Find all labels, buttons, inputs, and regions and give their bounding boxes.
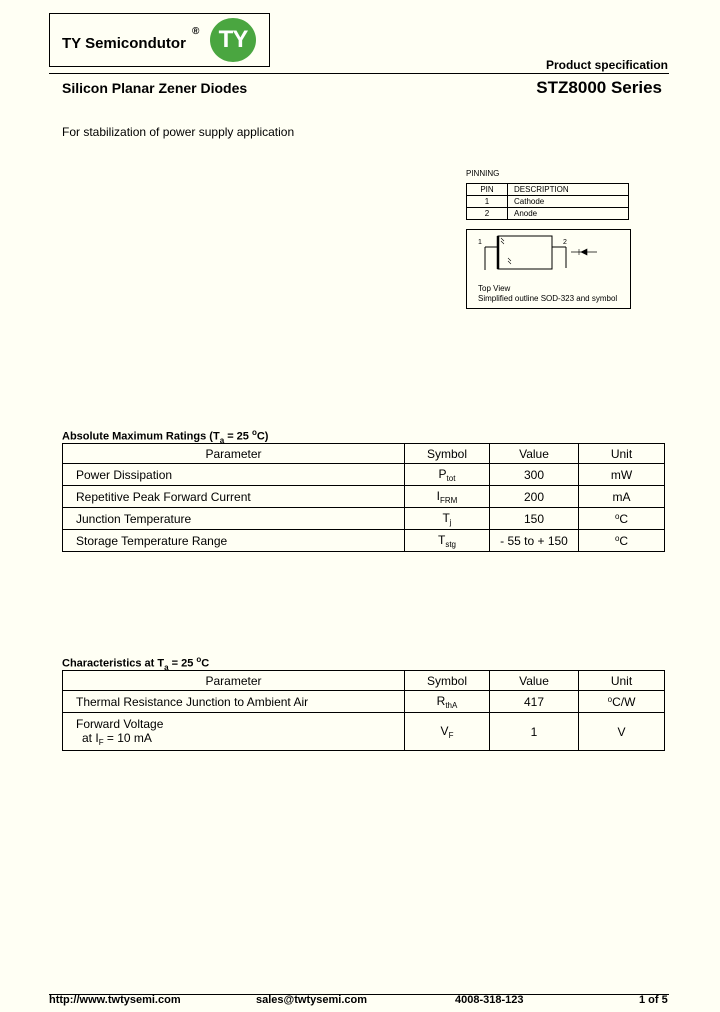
table-row xyxy=(63,464,665,486)
pin-description: Cathode xyxy=(508,196,629,208)
symbol-cell: $V_F$ xyxy=(405,713,490,751)
unit-cell: $^o$C xyxy=(579,508,665,530)
package-caption-outline: Simplified outline SOD-323 and symbol xyxy=(478,294,618,303)
abs-max-title: Absolute Maximum Ratings ($T_a = 25$ $^o$C) xyxy=(62,428,269,445)
parameter-cell: Forward Voltage at $I_F = 10$ mA xyxy=(63,713,405,751)
value-cell: 200 xyxy=(490,486,579,508)
parameter-header: Parameter xyxy=(63,444,405,464)
parameter-cell: Junction Temperature xyxy=(63,508,405,530)
unit-cell: V xyxy=(579,713,665,751)
pinning-title: PINNING xyxy=(466,169,500,178)
application-text: For stabilization of power supply application xyxy=(62,125,295,139)
pin-header: PIN xyxy=(467,184,508,196)
symbol-cell: $R_{thA}$ xyxy=(405,691,490,713)
pin-number: 1 xyxy=(467,196,508,208)
pinning-table xyxy=(466,183,629,220)
value-cell: 300 xyxy=(490,464,579,486)
value-cell: 417 xyxy=(490,691,579,713)
table-header-row xyxy=(63,671,665,691)
symbol-cell: $T_j$ xyxy=(405,508,490,530)
parameter-cell: Power Dissipation xyxy=(63,464,405,486)
characteristics-title: Characteristics at $T_a = 25$ $^o$C xyxy=(62,655,210,672)
pin-number: 2 xyxy=(467,208,508,220)
symbol-cell: $T_{stg}$ xyxy=(405,530,490,552)
parameter-header: Parameter xyxy=(63,671,405,691)
pinning-row xyxy=(467,196,629,208)
table-row xyxy=(63,508,665,530)
symbol-cell: $P_{tot}$ xyxy=(405,464,490,486)
registered-mark: ® xyxy=(192,26,200,37)
pin-label-1: 1 xyxy=(478,239,482,246)
value-header: Value xyxy=(490,671,579,691)
footer-phone: 4008-318-123 xyxy=(455,994,524,1006)
parameter-cell: Repetitive Peak Forward Current xyxy=(63,486,405,508)
symbol-header: Symbol xyxy=(405,444,490,464)
page-number: 1 of 5 xyxy=(639,994,668,1006)
unit-cell: $^o$C/W xyxy=(579,691,665,713)
description-header: DESCRIPTION xyxy=(508,184,629,196)
table-row xyxy=(63,486,665,508)
unit-cell: mW xyxy=(579,464,665,486)
table-row xyxy=(63,691,665,713)
parameter-cell: Thermal Resistance Junction to Ambient Air xyxy=(63,691,405,713)
unit-cell: mA xyxy=(579,486,665,508)
table-header-row xyxy=(63,444,665,464)
document-subtitle: Silicon Planar Zener Diodes xyxy=(62,80,248,96)
abs-max-table xyxy=(62,443,665,552)
brand-name: TY Semicondutor xyxy=(62,35,186,52)
pin-description: Anode xyxy=(508,208,629,220)
unit-cell: $^o$C xyxy=(579,530,665,552)
parameter-cell: Storage Temperature Range xyxy=(63,530,405,552)
footer-website-link[interactable]: http://www.twtysemi.com xyxy=(49,994,181,1006)
value-cell: - 55 to + 150 xyxy=(490,530,579,552)
brand-logo: TY xyxy=(210,18,256,62)
zener-symbol-icon xyxy=(571,249,597,255)
value-cell: 150 xyxy=(490,508,579,530)
table-row xyxy=(63,713,665,751)
package-caption-view: Top View xyxy=(478,284,511,293)
unit-header: Unit xyxy=(579,444,665,464)
product-spec-label: Product specification xyxy=(545,58,668,72)
symbol-header: Symbol xyxy=(405,671,490,691)
characteristics-table xyxy=(62,670,665,751)
value-cell: 1 xyxy=(490,713,579,751)
pin-label-2: 2 xyxy=(563,239,567,246)
footer-email-link[interactable]: sales@twtysemi.com xyxy=(256,994,367,1006)
pinning-header-row xyxy=(467,184,629,196)
series-title: STZ8000 Series xyxy=(536,78,662,97)
package-body xyxy=(498,236,552,269)
value-header: Value xyxy=(490,444,579,464)
unit-header: Unit xyxy=(579,671,665,691)
symbol-cell: $I_{FRM}$ xyxy=(405,486,490,508)
table-row xyxy=(63,530,665,552)
header-divider xyxy=(49,73,669,74)
pinning-row xyxy=(467,208,629,220)
